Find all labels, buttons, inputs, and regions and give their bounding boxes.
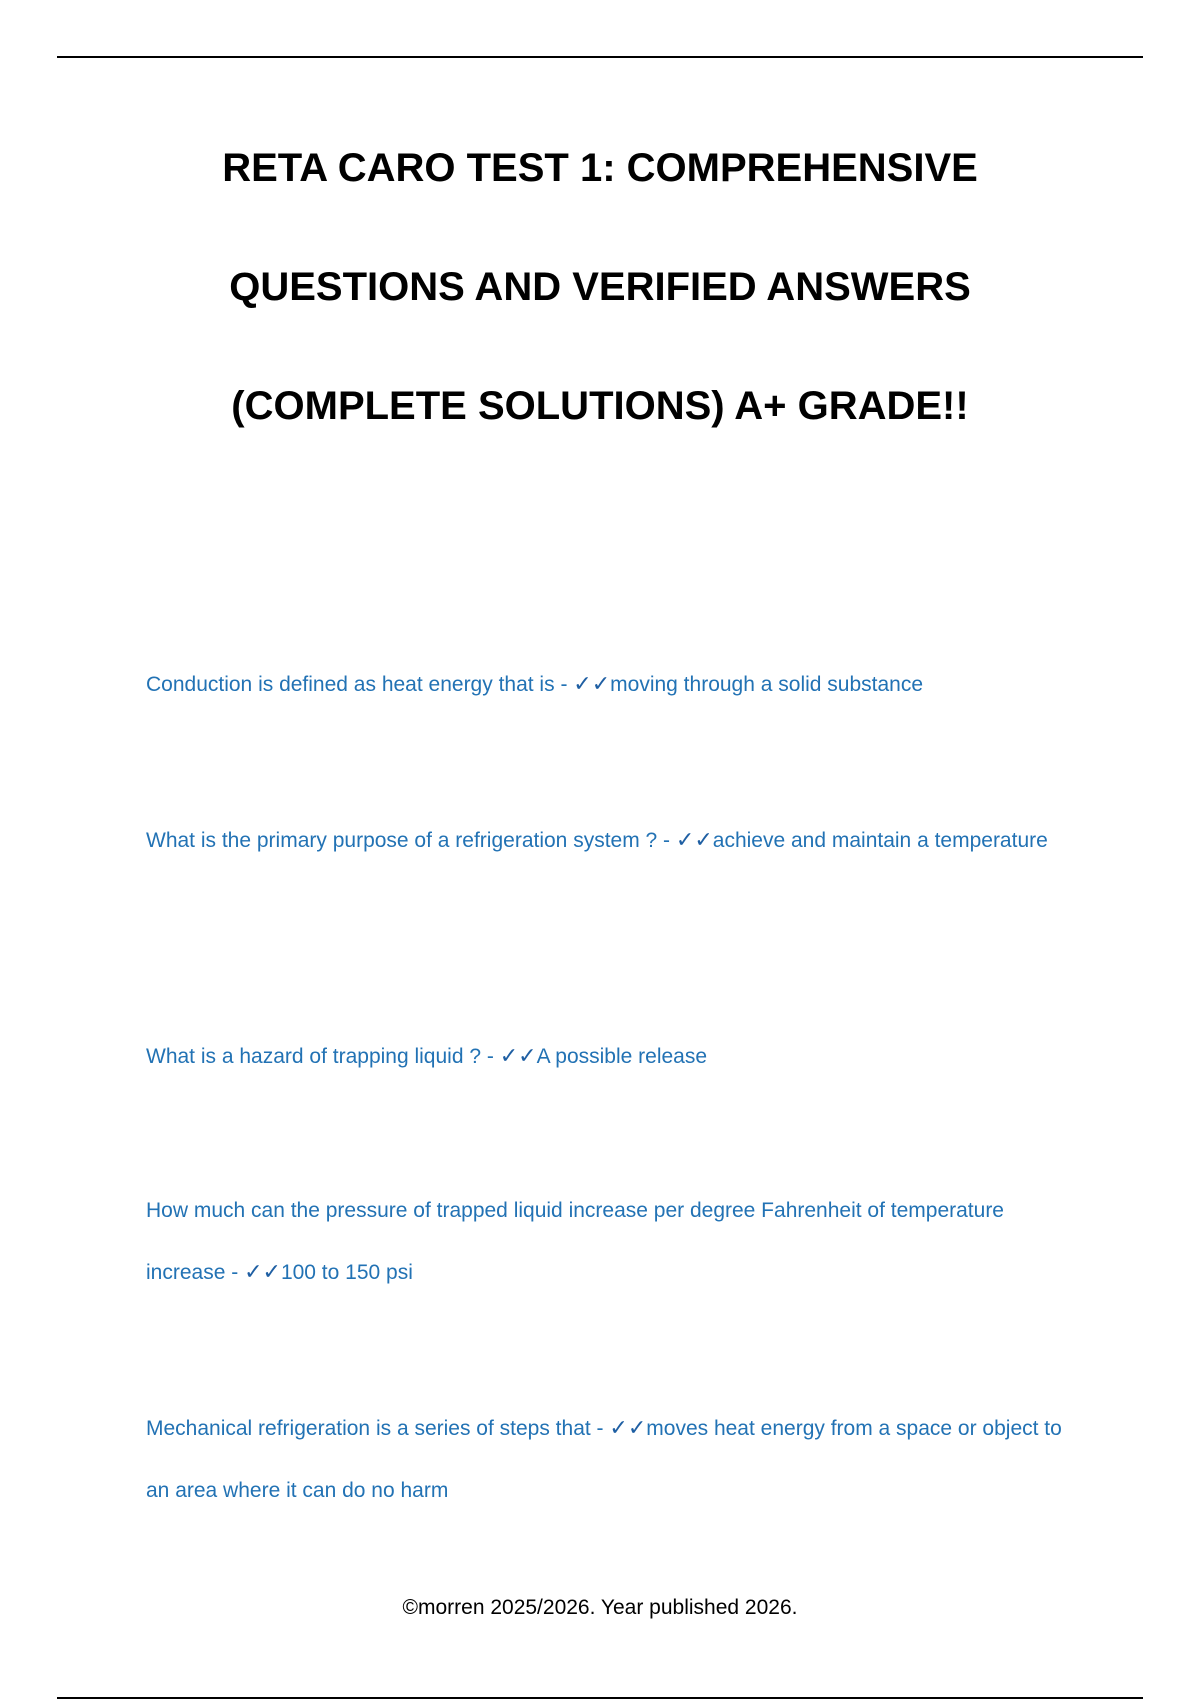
separator: - bbox=[225, 1261, 245, 1284]
top-rule bbox=[57, 56, 1143, 58]
bottom-rule bbox=[57, 1697, 1143, 1699]
question-text: What is a hazard of trapping liquid ? bbox=[146, 1045, 482, 1068]
separator: - bbox=[590, 1417, 610, 1440]
qa-item bbox=[146, 1026, 1076, 1088]
separator: - bbox=[657, 829, 676, 852]
title-line: QUESTIONS AND VERIFIED ANSWERS bbox=[229, 265, 971, 309]
question-text: What is the primary purpose of a refrigeration system ? bbox=[146, 829, 658, 852]
double-check-icon: ✓✓ bbox=[609, 1416, 647, 1441]
question-text: Mechanical refrigeration is a series of steps that bbox=[146, 1417, 591, 1440]
answer-text: moving through a solid substance bbox=[610, 673, 924, 696]
question-text: How much can the pressure of trapped liquid increase per degree Fahrenheit of temperature increase bbox=[146, 1199, 1004, 1284]
qa-item bbox=[146, 1398, 1076, 1522]
separator: - bbox=[554, 673, 574, 696]
answer-text: moves heat energy from a space or object to an area where it can do no harm bbox=[146, 1417, 1062, 1502]
answer-text: achieve and maintain a temperature bbox=[712, 829, 1048, 852]
title-line: RETA CARO TEST 1: COMPREHENSIVE bbox=[222, 146, 978, 190]
answer-text: A possible release bbox=[536, 1045, 708, 1068]
title-line: (COMPLETE SOLUTIONS) A+ GRADE!! bbox=[231, 384, 969, 428]
qa-item bbox=[146, 810, 1076, 872]
double-check-icon: ✓✓ bbox=[499, 1044, 537, 1069]
copyright-footer: ©morren 2025/2026. Year published 2026. bbox=[402, 1596, 798, 1619]
double-check-icon: ✓✓ bbox=[244, 1260, 281, 1285]
separator: - bbox=[481, 1045, 500, 1068]
qa-item bbox=[146, 654, 1076, 716]
qa-item bbox=[146, 1180, 1076, 1304]
document-title bbox=[100, 140, 1100, 497]
question-text: Conduction is defined as heat energy that is bbox=[146, 673, 555, 696]
answer-text: 100 to 150 psi bbox=[280, 1261, 413, 1284]
double-check-icon: ✓✓ bbox=[675, 828, 713, 853]
double-check-icon: ✓✓ bbox=[573, 672, 611, 697]
